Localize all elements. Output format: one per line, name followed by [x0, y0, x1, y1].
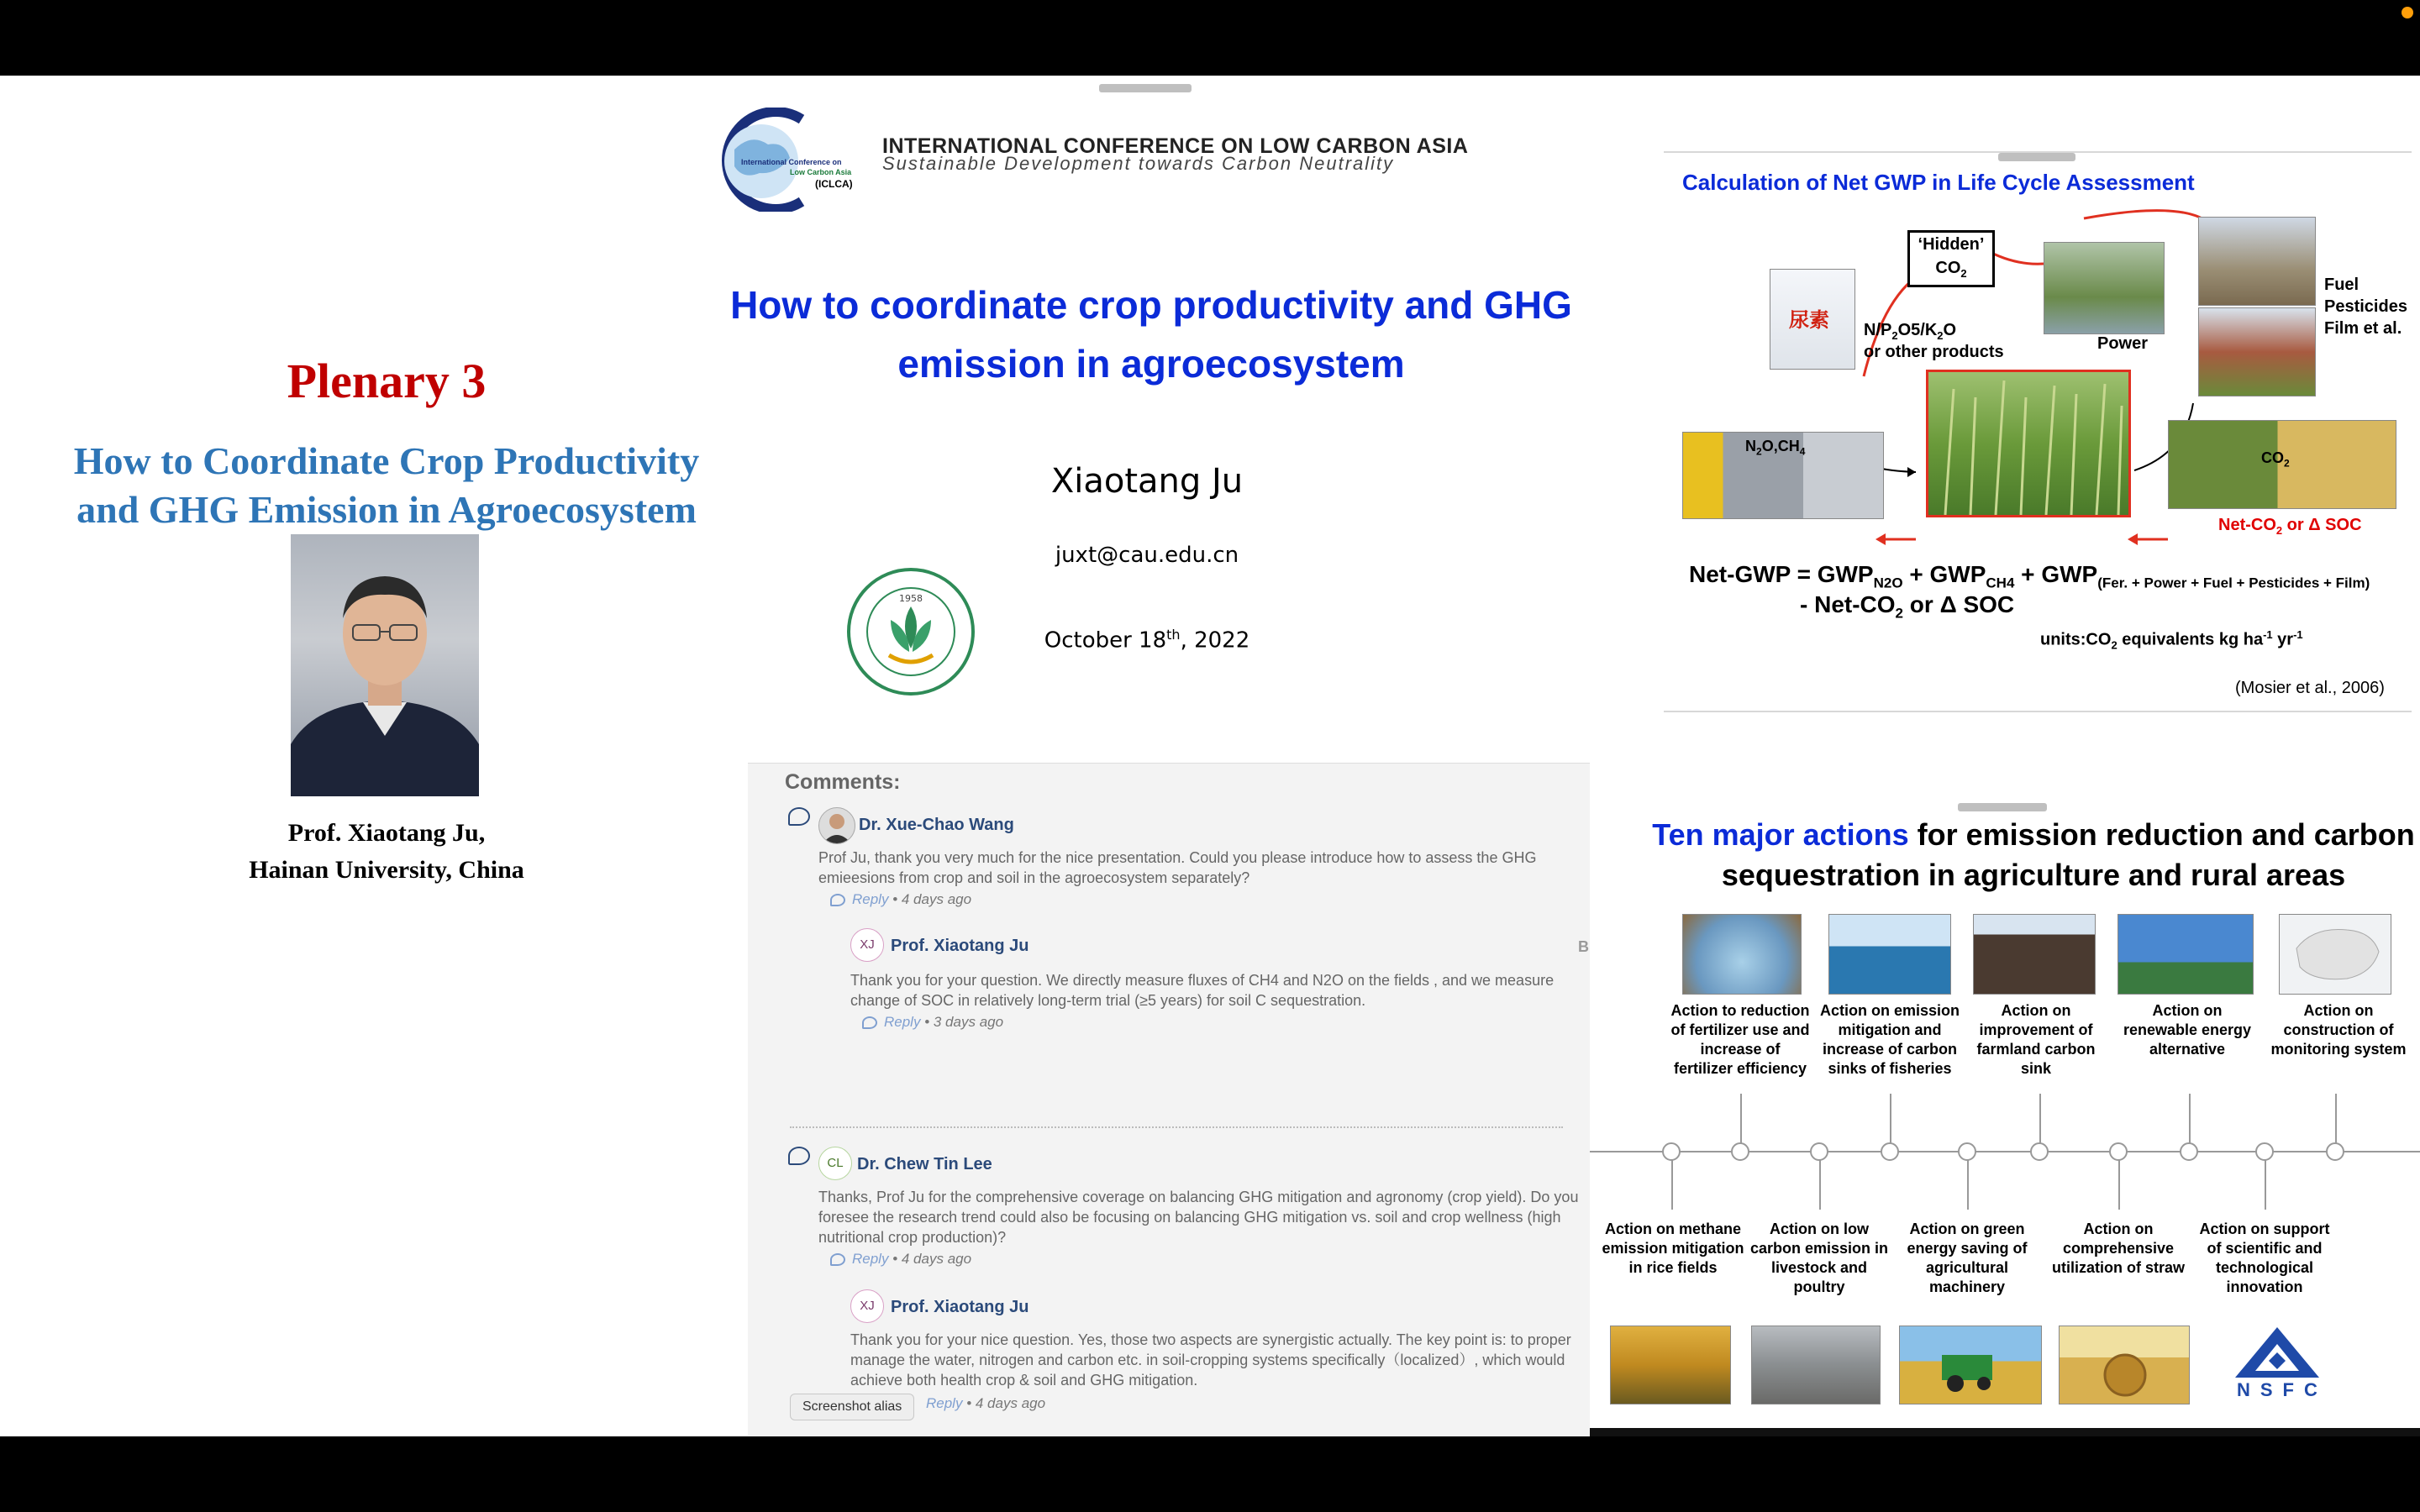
reply-time: • 4 days ago — [966, 1395, 1046, 1411]
fertilizer-granules-photo — [1682, 914, 1802, 995]
action-label-top: Action on renewable energy alternative — [2123, 1002, 2252, 1058]
comment-meta — [830, 1251, 971, 1268]
university-seal-logo — [844, 564, 978, 699]
timeline-node — [2255, 1142, 2274, 1161]
citation: (Mosier et al., 2006) — [2235, 679, 2385, 697]
reply-text: Thank you for your question. We directly measure fluxes of CH4 and N2O on the fields , and we measure change of SOC in relatively long-term trial (≥5 years) for soil C sequestration. — [850, 972, 1555, 1009]
timeline-stem — [1671, 1159, 1673, 1210]
title-rest: for emission reduction and carbon — [1908, 817, 2415, 852]
tractor-photo — [2198, 217, 2316, 306]
film-label: Film et al. — [2324, 319, 2402, 338]
hidden-co2-label: $CO_2$ — [1935, 259, 1967, 280]
speaker-photo — [291, 534, 479, 796]
reply-link[interactable]: Reply — [884, 1014, 921, 1030]
farmland-soil-photo — [1973, 914, 2096, 995]
timeline-stem — [2265, 1159, 2266, 1210]
npk-text: N/P — [1864, 321, 1892, 339]
avatar[interactable]: XJ — [850, 1289, 884, 1323]
speaker-name-line: Prof. Xiaotang Ju, — [287, 819, 486, 847]
equation-line2-suffix: or Δ SOC — [1903, 591, 2015, 617]
timeline-stem — [1967, 1159, 1969, 1210]
n2o-text: N — [1745, 438, 1756, 454]
date-suffix: , 2022 — [1180, 627, 1250, 654]
combine-harvester-photo — [1899, 1326, 2042, 1404]
avatar[interactable]: CL — [818, 1147, 852, 1180]
comment-meta — [830, 891, 971, 908]
slide-border-bottom — [1664, 711, 2412, 712]
reply-author[interactable]: Prof. Xiaotang Ju — [891, 937, 1029, 955]
talk-date — [966, 627, 1328, 654]
reply-icon — [830, 1253, 845, 1266]
slide-tab-indicator[interactable] — [1958, 803, 2047, 811]
gas-measurement-photo — [1682, 432, 1884, 519]
reply-meta — [926, 1395, 1045, 1412]
timeline-node — [1731, 1142, 1749, 1161]
comment-time: • 4 days ago — [892, 891, 972, 907]
power-label: Power — [2097, 334, 2149, 353]
timeline-node — [2030, 1142, 2049, 1161]
timeline-node — [1810, 1142, 1828, 1161]
ten-actions-title — [1647, 815, 2420, 895]
comment-time: • 4 days ago — [892, 1251, 972, 1267]
n2o-ch4-label: $N_2O,CH_4$ — [1745, 438, 1806, 458]
action-label-bottom: Action on low carbon emission in livestock and poultry — [1749, 1221, 1889, 1295]
conference-title: INTERNATIONAL CONFERENCE ON LOW CARBON ASIA — [882, 134, 1469, 158]
reply-author[interactable]: Prof. Xiaotang Ju — [891, 1298, 1029, 1316]
conference-subtitle: Sustainable Development towards Carbon Neutrality — [882, 153, 1395, 174]
left-title-line2: and GHG Emission in Agroecosystem — [76, 488, 697, 531]
units-suffix: equivalents kg ha — [2117, 630, 2264, 649]
soil-carbon-photo — [2168, 420, 2396, 509]
timeline-node — [1662, 1142, 1681, 1161]
units-label: $units:CO_2$ equivalents kg $ha^{-1}$ $yr^{-1}$ — [2040, 628, 2303, 652]
fertilizer-bag-image — [1770, 269, 1855, 370]
ten-actions-title-line2: sequestration in agriculture and rural areas — [1721, 858, 2346, 892]
bag-label: 尿素 — [1789, 309, 1829, 332]
timeline-stem — [2118, 1159, 2120, 1210]
co2-small-label: $CO_2$ — [2261, 449, 2290, 470]
iclca-logo — [709, 108, 869, 212]
timeline-node — [1881, 1142, 1899, 1161]
screenshot-alias-tooltip: Screenshot alias — [790, 1394, 914, 1420]
hidden-co2-box — [1907, 230, 1995, 287]
fuel-label-group — [2324, 274, 2407, 339]
harvester-photo — [2198, 307, 2316, 396]
action-label-top: Action on construction of monitoring system — [2270, 1002, 2407, 1058]
rice-field-photo — [1610, 1326, 1731, 1404]
center-title-line2: emission in agroecosystem — [897, 342, 1405, 386]
pesticides-label: Pesticides — [2324, 297, 2407, 316]
npk-label: $N/P_2O5/K_2O$ — [1864, 321, 1957, 342]
comment-author[interactable]: Dr. Xue-Chao Wang — [859, 816, 1014, 834]
reply-meta — [862, 1014, 1003, 1031]
date-prefix: October 18 — [1044, 627, 1167, 654]
action-label-top: Action on improvement of farmland carbon sink — [1976, 1002, 2096, 1077]
comment-text: Prof Ju, thank you very much for the nice presentation. Could you please introduce how to assess the GHG emieesions from crop and soil in the agroecosystem separately? — [818, 849, 1537, 886]
hidden-label: ‘Hidden’ — [1918, 235, 1985, 254]
slide-tab-indicator[interactable] — [1099, 84, 1192, 92]
irrigation-photo — [2044, 242, 2165, 334]
side-letter: B — [1578, 938, 1589, 955]
net-gwp-slide-title: Calculation of Net GWP in Life Cycle Assessment — [1682, 170, 2195, 195]
equation-line2-start: - Net-CO — [1800, 591, 1896, 617]
logo-text-line3: (ICLCA) — [815, 178, 853, 190]
left-title-line1: How to Coordinate Crop Productivity — [73, 439, 700, 482]
timeline-node — [1958, 1142, 1976, 1161]
reply-link[interactable]: Reply — [852, 1251, 889, 1267]
reply-icon — [862, 1016, 877, 1029]
thread-divider — [790, 1126, 1563, 1128]
comment-bubble-icon — [788, 1147, 810, 1165]
equation-start: Net-GWP = GWP — [1689, 561, 1874, 587]
speaker-affiliation — [0, 815, 773, 889]
timeline-node — [2109, 1142, 2128, 1161]
timeline-stem — [1819, 1159, 1821, 1210]
net-co2-label: Net-$CO_2$ or Δ SOC — [2218, 516, 2362, 537]
title-highlight: Ten major actions — [1652, 817, 1909, 852]
hidden-co2-text: CO — [1935, 259, 1961, 277]
nsfc-text: NSFC — [2237, 1379, 2328, 1400]
reply-text: Thank you for your nice question. Yes, those two aspects are synergistic actually. The key point is: to proper manage the water, nitrogen and carbon etc. in soil-cropping systems specifically（localized）, which would achieve both health crop & soil and GHG mitigation. — [850, 1331, 1571, 1389]
net-co2-suffix: or Δ SOC — [2282, 516, 2362, 534]
actions-timeline — [1590, 1151, 2420, 1152]
reply-link[interactable]: Reply — [852, 891, 889, 907]
action-label-bottom: Action on comprehensive utilization of straw — [2051, 1221, 2185, 1276]
center-speaker-name: Xiaotang Ju — [1050, 462, 1244, 501]
other-products-label: or other products — [1864, 343, 2004, 361]
slide-bottom-bar — [1590, 1428, 2420, 1436]
recording-indicator-icon — [2402, 7, 2413, 18]
screen-canvas — [0, 76, 2420, 1436]
univ-year: 1958 — [899, 593, 923, 604]
net-gwp-equation: $Net-GWP = GWP_{N2O} + GWP_{CH4} + GWP_{(Fer. + Power + Fuel + Pesticides + Film)}$ — [1689, 561, 2370, 591]
logo-text-line1: International Conference on — [741, 158, 842, 166]
timeline-stem — [2335, 1094, 2337, 1144]
action-label-bottom: Action on support of scientific and technological innovation — [2199, 1221, 2330, 1295]
reply-time: • 3 days ago — [924, 1014, 1004, 1030]
straw-bale-photo — [2059, 1326, 2190, 1404]
action-label-top: Action to reduction of fertilizer use and increase of fertilizer efficiency — [1670, 1002, 1810, 1077]
comment-text: Thanks, Prof Ju for the comprehensive coverage on balancing GHG mitigation and agronomy (crop yield). Do you foresee the research trend could also be focusing on balancing GHG mitigation vs. soil and crop wellness (high nutritional crop production)? — [818, 1189, 1579, 1246]
center-slide-title — [723, 276, 1580, 393]
date-sup: th — [1166, 627, 1181, 643]
livestock-barn-photo — [1751, 1326, 1881, 1404]
comment-author[interactable]: Dr. Chew Tin Lee — [857, 1155, 992, 1173]
wheat-field-photo — [1926, 370, 2131, 517]
comment-bubble-icon — [788, 807, 810, 826]
wind-turbine-photo — [2118, 914, 2254, 995]
logo-text-line2: Low Carbon Asia — [790, 168, 852, 176]
plenary-heading: Plenary 3 — [287, 354, 487, 408]
action-label-top: Action on emission mitigation and increase of carbon sinks of fisheries — [1819, 1002, 1960, 1077]
timeline-stem — [1890, 1094, 1891, 1144]
speaker-university-line: Hainan University, China — [249, 856, 524, 884]
timeline-node — [2326, 1142, 2344, 1161]
reply-link[interactable]: Reply — [926, 1395, 963, 1411]
ten-actions-title-line1 — [1647, 815, 2420, 855]
timeline-node — [2180, 1142, 2198, 1161]
action-label-bottom: Action on green energy saving of agricultural machinery — [1907, 1221, 2028, 1295]
left-talk-title — [17, 437, 756, 534]
comments-panel[interactable] — [748, 763, 1590, 1436]
center-title-line1: How to coordinate crop productivity and GHG — [730, 283, 1572, 327]
timeline-stem — [1740, 1094, 1742, 1144]
china-map-photo — [2279, 914, 2391, 995]
comments-heading: Comments: — [785, 770, 901, 794]
timeline-stem — [2039, 1094, 2041, 1144]
fuel-label: Fuel — [2324, 276, 2360, 294]
reply-icon — [830, 894, 845, 906]
co2-text: CO — [2261, 449, 2284, 466]
units-text: units:CO — [2040, 630, 2112, 649]
fishery-boat-photo — [1828, 914, 1951, 995]
net-gwp-equation-line2: - Net-$CO_2$ or Δ SOC — [1800, 591, 2015, 622]
timeline-stem — [2189, 1094, 2191, 1144]
speaker-email: juxt@cau.edu.cn — [1055, 543, 1239, 568]
avatar[interactable]: XJ — [850, 928, 884, 962]
net-co2-text: Net-CO — [2218, 516, 2276, 534]
avatar[interactable] — [818, 807, 855, 844]
action-label-bottom: Action on methane emission mitigation in rice fields — [1602, 1221, 1744, 1276]
